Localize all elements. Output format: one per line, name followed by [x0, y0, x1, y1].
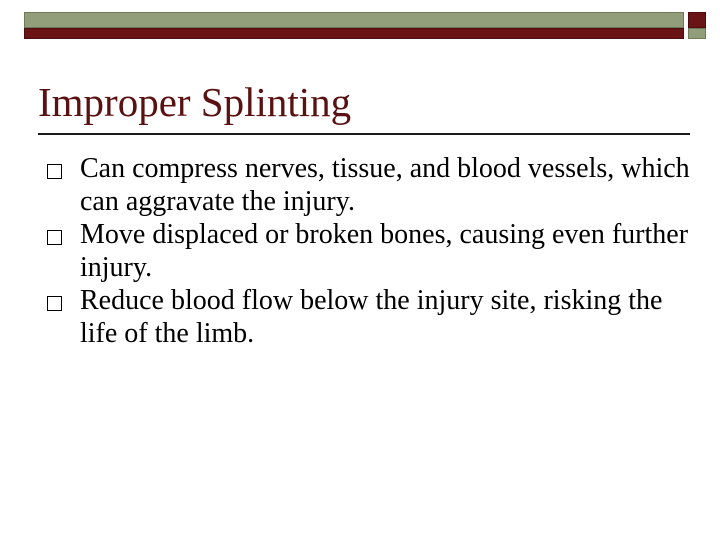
bullet-item — [40, 284, 700, 350]
title-divider — [38, 133, 690, 135]
bullet-list — [40, 152, 700, 350]
bullet-text: Can compress nerves, tissue, and blood vessels, which can aggravate the injury. — [80, 153, 690, 217]
bullet-item — [40, 218, 700, 284]
hollow-square-icon — [47, 296, 62, 311]
slide-title: Improper Splinting — [38, 79, 352, 125]
hollow-square-icon — [47, 230, 62, 245]
corner-square-olive — [688, 28, 706, 39]
header-band-maroon — [24, 28, 684, 39]
header-band — [24, 12, 684, 39]
corner-square-maroon — [688, 12, 706, 28]
header-band-olive — [24, 12, 684, 28]
bullet-text: Reduce blood flow below the injury site, risking the life of the limb. — [80, 285, 663, 349]
bullet-text: Move displaced or broken bones, causing even further injury. — [80, 219, 689, 283]
hollow-square-icon — [47, 164, 62, 179]
bullet-item — [40, 152, 700, 218]
